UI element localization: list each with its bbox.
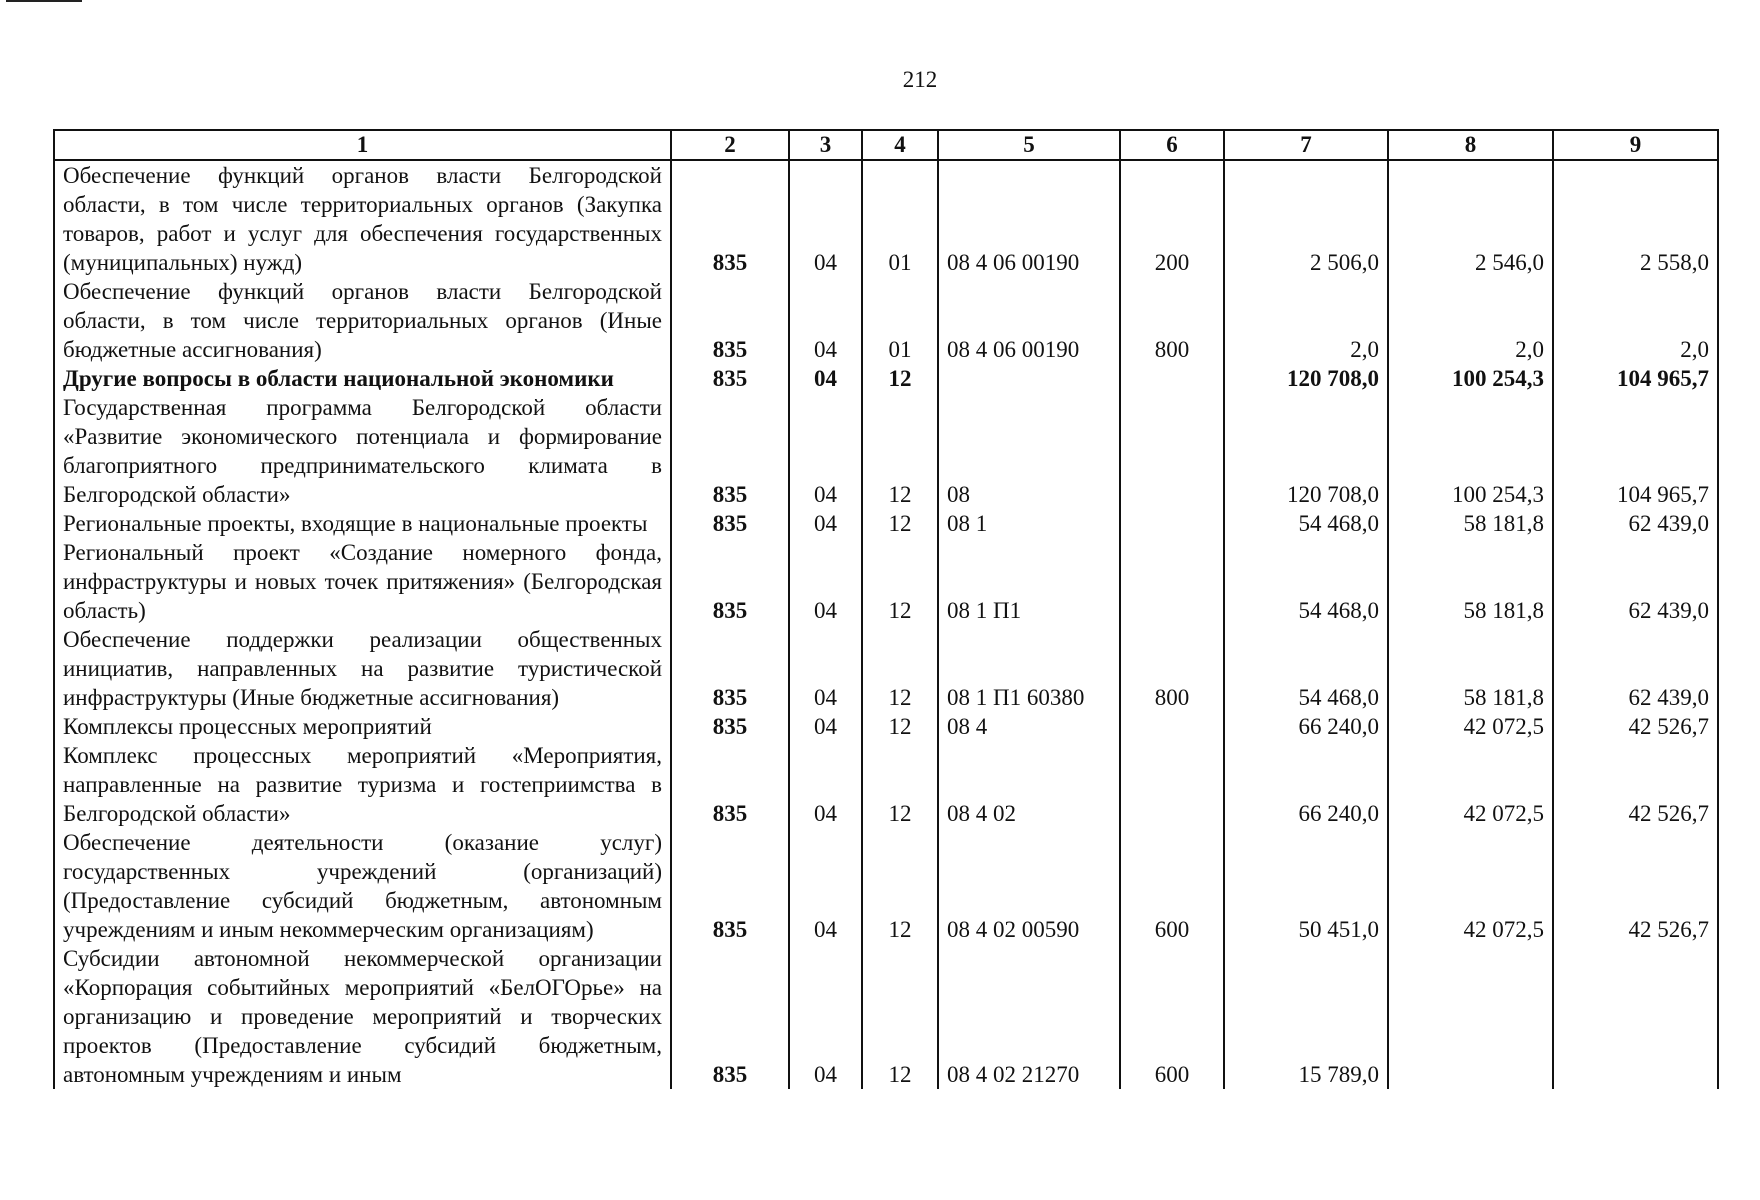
cell-section: 04 bbox=[789, 741, 862, 828]
cell-year-2: 42 072,5 bbox=[1388, 712, 1553, 741]
cell-year-2 bbox=[1388, 944, 1553, 1089]
cell-expense-type bbox=[1120, 509, 1224, 538]
cell-grbs: 835 bbox=[671, 712, 789, 741]
table-row bbox=[54, 364, 1718, 393]
cell-target-article: 08 1 П1 bbox=[938, 538, 1120, 625]
cell-section: 04 bbox=[789, 944, 862, 1089]
column-header-6: 6 bbox=[1120, 130, 1224, 160]
cell-grbs: 835 bbox=[671, 828, 789, 944]
cell-name: Обеспечение функций органов власти Белгородской области, в том числе территориальных органов (Иные бюджетные ассигнования) bbox=[54, 277, 671, 364]
cell-year-2: 42 072,5 bbox=[1388, 828, 1553, 944]
cell-year-3 bbox=[1553, 944, 1718, 1089]
cell-year-2: 100 254,3 bbox=[1388, 393, 1553, 509]
cell-expense-type: 800 bbox=[1120, 625, 1224, 712]
column-header-8: 8 bbox=[1388, 130, 1553, 160]
cell-section: 04 bbox=[789, 828, 862, 944]
table-row bbox=[54, 741, 1718, 828]
page-number: 212 bbox=[902, 67, 938, 92]
cell-target-article: 08 1 П1 60380 bbox=[938, 625, 1120, 712]
cell-name: Комплексы процессных мероприятий bbox=[54, 712, 671, 741]
cell-section: 04 bbox=[789, 625, 862, 712]
column-header-9: 9 bbox=[1553, 130, 1718, 160]
table-row bbox=[54, 944, 1718, 1089]
cell-name: Региональный проект «Создание номерного фонда, инфраструктуры и новых точек притяжения» (Белгородская область) bbox=[54, 538, 671, 625]
cell-year-1: 66 240,0 bbox=[1224, 712, 1388, 741]
cell-section: 04 bbox=[789, 712, 862, 741]
cell-name: Обеспечение деятельности (оказание услуг) государственных учреждений (организаций) (Предоставление субсидий бюджетным, автономным учреждениям и иным некоммерческим организациям) bbox=[54, 828, 671, 944]
table-row bbox=[54, 712, 1718, 741]
cell-grbs: 835 bbox=[671, 277, 789, 364]
cell-expense-type: 600 bbox=[1120, 944, 1224, 1089]
table-row bbox=[54, 277, 1718, 364]
cell-expense-type: 200 bbox=[1120, 160, 1224, 277]
cell-year-1: 54 468,0 bbox=[1224, 538, 1388, 625]
cell-target-article: 08 4 bbox=[938, 712, 1120, 741]
cell-expense-type: 600 bbox=[1120, 828, 1224, 944]
table-body bbox=[54, 160, 1718, 1089]
cell-name: Субсидии автономной некоммерческой организации «Корпорация событийных мероприятий «БелОГОрье» на организацию и проведение мероприятий и творческих проектов (Предоставление субсидий бюджетным, автономным учреждениям и иным bbox=[54, 944, 671, 1089]
column-header-1: 1 bbox=[54, 130, 671, 160]
cell-subsection: 12 bbox=[862, 364, 938, 393]
table-row bbox=[54, 160, 1718, 277]
cell-target-article: 08 bbox=[938, 393, 1120, 509]
cell-subsection: 12 bbox=[862, 393, 938, 509]
cell-grbs: 835 bbox=[671, 160, 789, 277]
cell-grbs: 835 bbox=[671, 944, 789, 1089]
cell-section: 04 bbox=[789, 277, 862, 364]
cell-name: Комплекс процессных мероприятий «Мероприятия, направленные на развитие туризма и гостеприимства в Белгородской области» bbox=[54, 741, 671, 828]
cell-year-2: 58 181,8 bbox=[1388, 538, 1553, 625]
cell-section: 04 bbox=[789, 364, 862, 393]
cell-year-2: 58 181,8 bbox=[1388, 625, 1553, 712]
cell-year-3: 62 439,0 bbox=[1553, 509, 1718, 538]
cell-target-article: 08 4 02 bbox=[938, 741, 1120, 828]
column-header-2: 2 bbox=[671, 130, 789, 160]
cell-expense-type: 800 bbox=[1120, 277, 1224, 364]
cell-year-2: 42 072,5 bbox=[1388, 741, 1553, 828]
column-header-7: 7 bbox=[1224, 130, 1388, 160]
cell-subsection: 12 bbox=[862, 538, 938, 625]
cell-subsection: 01 bbox=[862, 160, 938, 277]
cell-subsection: 12 bbox=[862, 741, 938, 828]
cell-section: 04 bbox=[789, 509, 862, 538]
cell-subsection: 12 bbox=[862, 625, 938, 712]
cell-subsection: 12 bbox=[862, 712, 938, 741]
cell-year-1: 66 240,0 bbox=[1224, 741, 1388, 828]
cell-name: Обеспечение поддержки реализации общественных инициатив, направленных на развитие туристической инфраструктуры (Иные бюджетные ассигнования) bbox=[54, 625, 671, 712]
cell-subsection: 12 bbox=[862, 509, 938, 538]
cell-expense-type bbox=[1120, 364, 1224, 393]
corner-mark bbox=[6, 0, 82, 2]
cell-section: 04 bbox=[789, 160, 862, 277]
cell-subsection: 12 bbox=[862, 828, 938, 944]
cell-grbs: 835 bbox=[671, 364, 789, 393]
cell-year-2: 2,0 bbox=[1388, 277, 1553, 364]
table-row bbox=[54, 828, 1718, 944]
cell-year-2: 100 254,3 bbox=[1388, 364, 1553, 393]
cell-section: 04 bbox=[789, 538, 862, 625]
cell-name: Региональные проекты, входящие в национальные проекты bbox=[54, 509, 671, 538]
cell-year-2: 2 546,0 bbox=[1388, 160, 1553, 277]
cell-year-3: 62 439,0 bbox=[1553, 538, 1718, 625]
cell-year-1: 120 708,0 bbox=[1224, 393, 1388, 509]
cell-name: Обеспечение функций органов власти Белгородской области, в том числе территориальных органов (Закупка товаров, работ и услуг для обеспечения государственных (муниципальных) нужд) bbox=[54, 160, 671, 277]
cell-section: 04 bbox=[789, 393, 862, 509]
cell-year-3: 42 526,7 bbox=[1553, 741, 1718, 828]
cell-target-article: 08 4 06 00190 bbox=[938, 277, 1120, 364]
cell-year-3: 2 558,0 bbox=[1553, 160, 1718, 277]
cell-year-3: 42 526,7 bbox=[1553, 828, 1718, 944]
cell-year-1: 2 506,0 bbox=[1224, 160, 1388, 277]
cell-year-3: 2,0 bbox=[1553, 277, 1718, 364]
cell-grbs: 835 bbox=[671, 741, 789, 828]
cell-year-1: 54 468,0 bbox=[1224, 509, 1388, 538]
cell-year-1: 15 789,0 bbox=[1224, 944, 1388, 1089]
cell-target-article: 08 4 06 00190 bbox=[938, 160, 1120, 277]
cell-target-article: 08 4 02 21270 bbox=[938, 944, 1120, 1089]
cell-grbs: 835 bbox=[671, 509, 789, 538]
table-row bbox=[54, 509, 1718, 538]
cell-year-2: 58 181,8 bbox=[1388, 509, 1553, 538]
cell-grbs: 835 bbox=[671, 625, 789, 712]
cell-name: Другие вопросы в области национальной экономики bbox=[54, 364, 671, 393]
cell-expense-type bbox=[1120, 741, 1224, 828]
cell-target-article bbox=[938, 364, 1120, 393]
column-header-3: 3 bbox=[789, 130, 862, 160]
cell-target-article: 08 1 bbox=[938, 509, 1120, 538]
column-header-4: 4 bbox=[862, 130, 938, 160]
cell-grbs: 835 bbox=[671, 393, 789, 509]
cell-year-1: 50 451,0 bbox=[1224, 828, 1388, 944]
table-row bbox=[54, 393, 1718, 509]
table-row bbox=[54, 538, 1718, 625]
cell-year-1: 2,0 bbox=[1224, 277, 1388, 364]
cell-year-1: 120 708,0 bbox=[1224, 364, 1388, 393]
cell-grbs: 835 bbox=[671, 538, 789, 625]
cell-name: Государственная программа Белгородской области «Развитие экономического потенциала и формирование благоприятного предпринимательского климата в Белгородской области» bbox=[54, 393, 671, 509]
cell-subsection: 12 bbox=[862, 944, 938, 1089]
cell-year-3: 62 439,0 bbox=[1553, 625, 1718, 712]
header-row bbox=[54, 130, 1718, 160]
column-header-5: 5 bbox=[938, 130, 1120, 160]
cell-target-article: 08 4 02 00590 bbox=[938, 828, 1120, 944]
cell-year-3: 104 965,7 bbox=[1553, 364, 1718, 393]
cell-year-3: 104 965,7 bbox=[1553, 393, 1718, 509]
budget-table bbox=[53, 129, 1719, 1089]
table-row bbox=[54, 625, 1718, 712]
cell-year-3: 42 526,7 bbox=[1553, 712, 1718, 741]
cell-expense-type bbox=[1120, 712, 1224, 741]
cell-subsection: 01 bbox=[862, 277, 938, 364]
cell-expense-type bbox=[1120, 393, 1224, 509]
cell-expense-type bbox=[1120, 538, 1224, 625]
cell-year-1: 54 468,0 bbox=[1224, 625, 1388, 712]
